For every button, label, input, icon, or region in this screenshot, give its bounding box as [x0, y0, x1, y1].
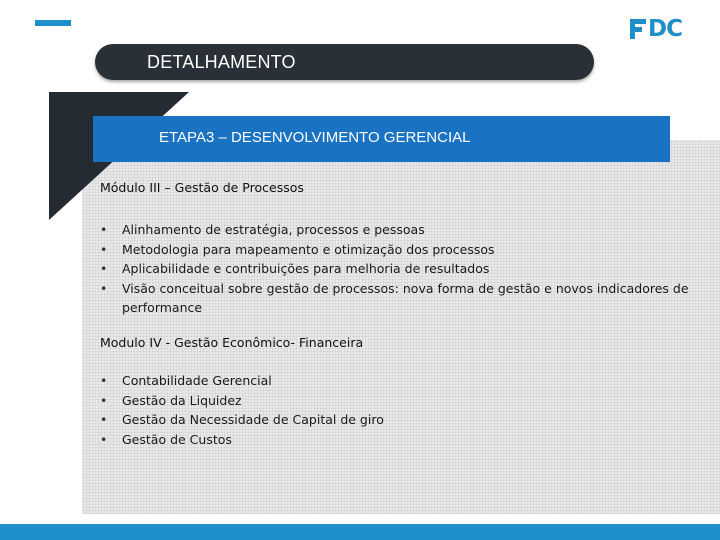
- list-item: • Aplicabilidade e contribuições para melhoria de resultados: [100, 259, 710, 279]
- top-accent-bar: [35, 20, 71, 26]
- module-bullet-list: [100, 371, 710, 449]
- list-item: • Alinhamento de estratégia, processos e pessoas: [100, 220, 710, 240]
- fdc-logo: [630, 18, 682, 40]
- stage-title: ETAPA3 – DESENVOLVIMENTO GERENCIAL: [159, 129, 471, 146]
- list-item: • Gestão da Liquidez: [100, 391, 710, 411]
- list-item: • Metodologia para mapeamento e otimização dos processos: [100, 240, 710, 260]
- section-title-banner: [95, 44, 594, 80]
- bottom-accent-bar: [0, 524, 720, 540]
- logo-f-icon: [630, 19, 646, 39]
- logo-text: DC: [648, 16, 682, 42]
- module-title: Módulo III – Gestão de Processos: [100, 180, 304, 195]
- stage-banner: [93, 116, 670, 162]
- list-item: • Visão conceitual sobre gestão de processos: nova forma de gestão e novos indicadores de performance: [100, 279, 710, 318]
- module-title: Modulo IV - Gestão Econômico- Financeira: [100, 335, 364, 350]
- list-item: • Contabilidade Gerencial: [100, 371, 710, 391]
- section-title: DETALHAMENTO: [147, 52, 296, 72]
- list-item: • Gestão de Custos: [100, 430, 710, 450]
- module-bullet-list: [100, 220, 710, 318]
- list-item: • Gestão da Necessidade de Capital de giro: [100, 410, 710, 430]
